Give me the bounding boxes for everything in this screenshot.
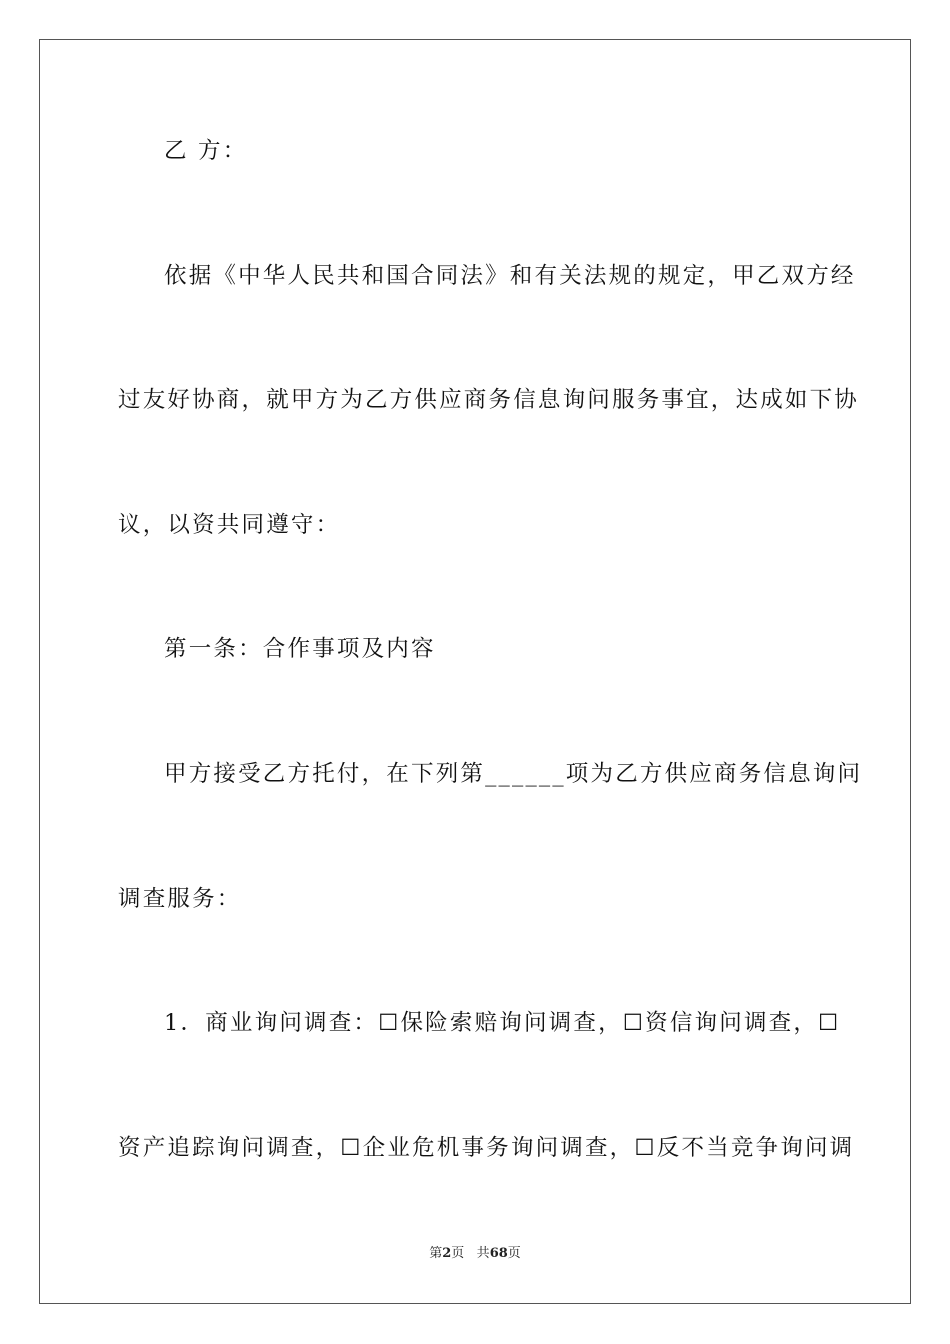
- article-heading: 第一条：合作事项及内容: [164, 636, 436, 662]
- total-prefix: 共: [476, 1246, 490, 1261]
- paragraph-line: 调查服务：: [118, 886, 242, 912]
- paragraph-line: 依据《中华人民共和国合同法》和有关法规的规定，甲乙双方经: [164, 263, 856, 289]
- page-suffix: 页: [451, 1246, 465, 1261]
- page-frame: [39, 39, 911, 1304]
- page-number: 2: [442, 1246, 452, 1261]
- paragraph-line: 1．商业询问调查：☐保险索赔询问调查，☐资信询问调查，☐: [164, 1010, 841, 1036]
- page-prefix: 第: [429, 1246, 443, 1261]
- paragraph-line: 过友好协商，就甲方为乙方供应商务信息询问服务事宜，达成如下协: [118, 387, 860, 413]
- party-b-label: 乙 方：: [164, 138, 248, 164]
- page-footer: [0, 1246, 950, 1262]
- total-suffix: 页: [507, 1246, 521, 1261]
- paragraph-line: 资产追踪询问调查，☐企业危机事务询问调查，☐反不当竞争询问调: [118, 1135, 855, 1161]
- paragraph-line: 议，以资共同遵守：: [118, 512, 341, 538]
- total-pages: 68: [489, 1246, 508, 1261]
- paragraph-line: 甲方接受乙方托付，在下列第______项为乙方供应商务信息询问: [164, 761, 863, 787]
